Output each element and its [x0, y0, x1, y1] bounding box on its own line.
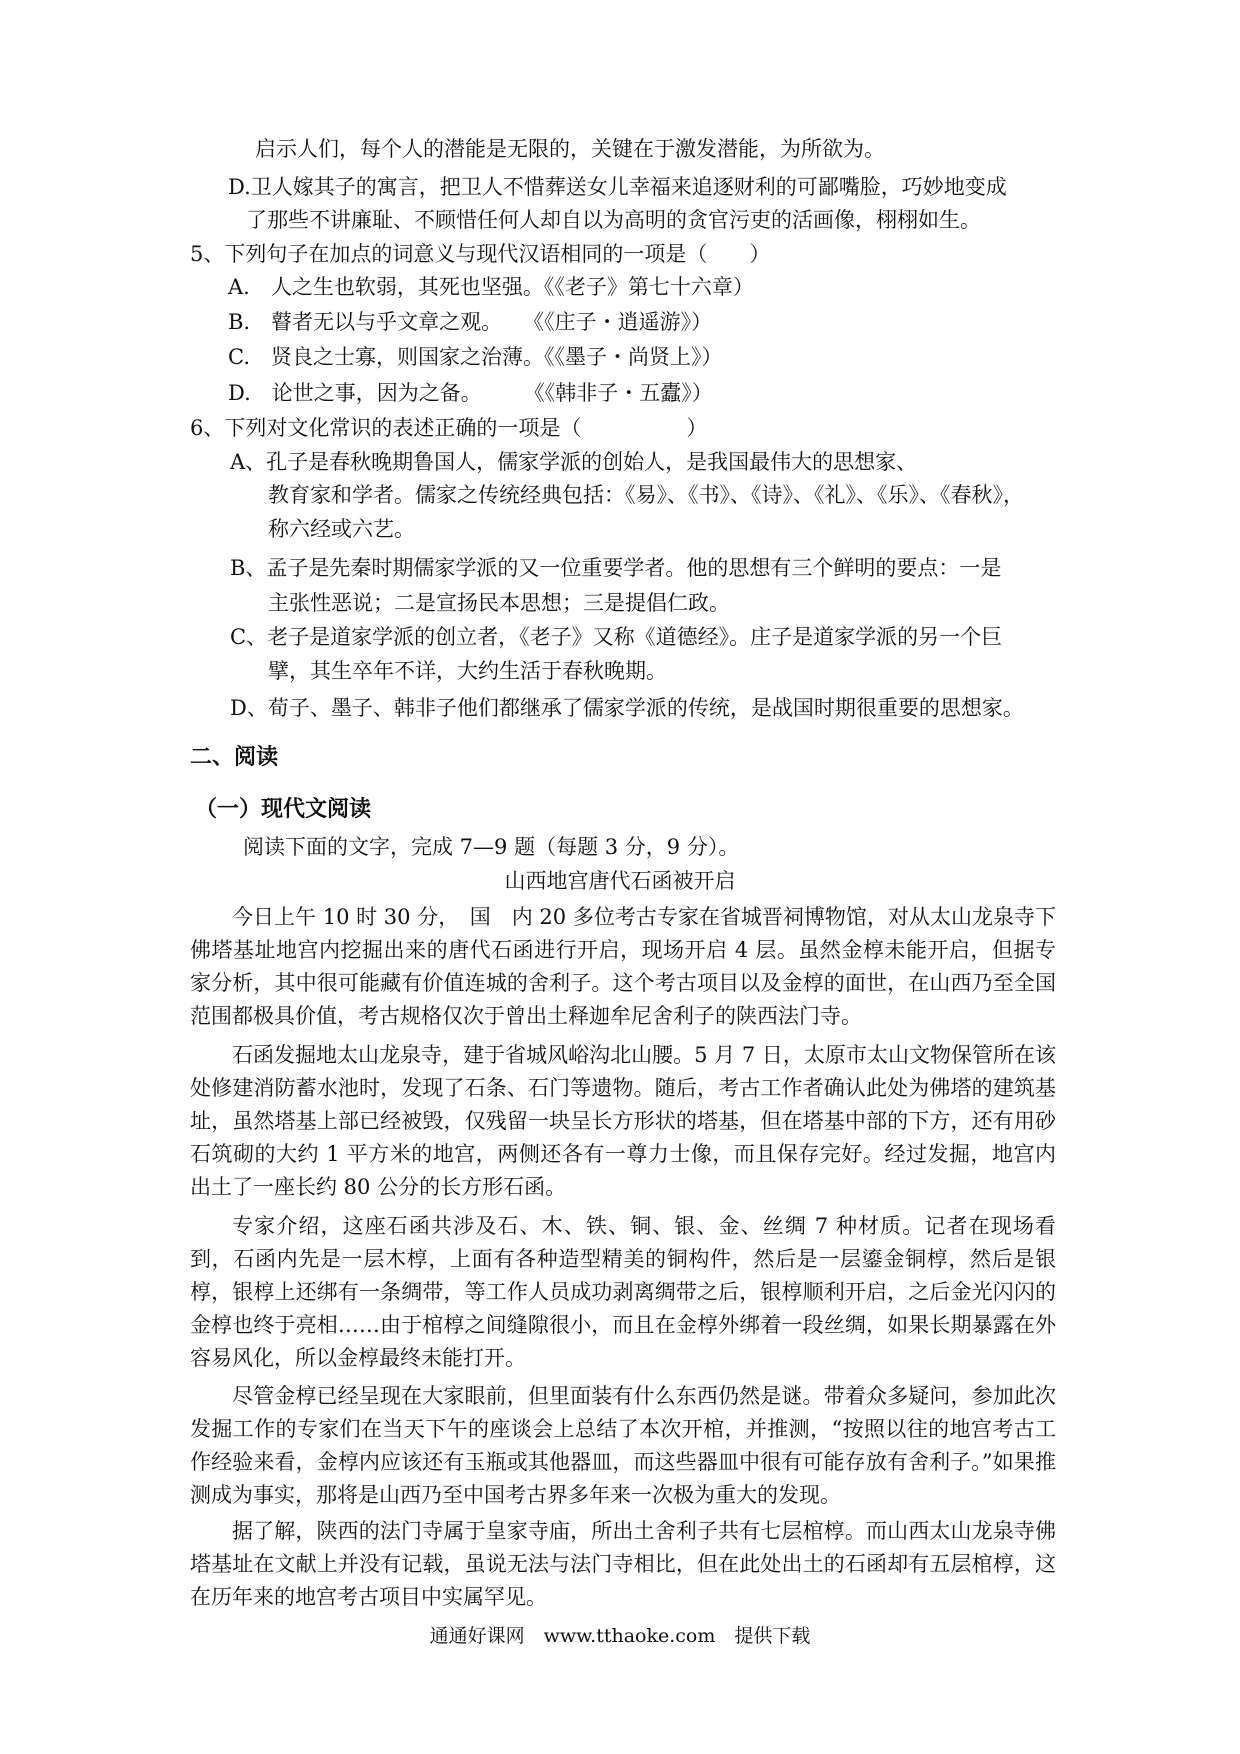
article-paragraph: 今日上午 10 时 30 分， 国 内 20 多位考古专家在省城晋祠博物馆，对从太山龙泉寺下佛塔基址地宫内挖掘出来的唐代石函进行开启，现场开启 4 层。虽然金椁未能开启，但据专家分析，其中很可能藏有价值连城的舍利子。这个考古项目以及金椁的面世，在山西乃至全国范围都极具价值，考古规格仅次于曾出土释迦牟尼舍利子的陕西法门寺。 [190, 905, 1056, 1028]
article-title: 山西地宫唐代石函被开启 [504, 869, 736, 893]
q6-option-b-line1: B、孟子是先秦时期儒家学派的又一位重要学者。他的思想有三个鲜明的要点：一是 [230, 556, 1002, 580]
article-paragraph: 石函发掘地太山龙泉寺，建于省城风峪沟北山腰。5 月 7 日，太原市太山文物保管所在该处修建消防蓄水池时，发现了石条、石门等遗物。随后，考古工作者确认此处为佛塔的建筑基址，虽然塔基上部已经被毁，仅残留一块呈长方形状的塔基，但在塔基中部的下方，还有用砂石筑砌的大约 1 平方米的地宫，两侧还各有一尊力士像，而且保存完好。经过发掘，地宫内出土了一座长约 80 公分的长方形石函。 [190, 1043, 1056, 1199]
q4-option-d-line2: 了那些不讲廉耻、不顾惜任何人却自以为高明的贪官污吏的活画像，栩栩如生。 [246, 208, 981, 232]
section-heading: 二、阅读 [190, 745, 279, 770]
reading-instruction: 阅读下面的文字，完成 7—9 题（每题 3 分，9 分）。 [243, 835, 740, 859]
q6-option-a-line3: 称六经或六艺。 [268, 517, 415, 541]
q6-option-a-line1: A、孔子是春秋晚期鲁国人，儒家学派的创始人，是我国最伟大的思想家、 [230, 450, 918, 474]
q6-option-c-line2: 擘，其生卒年不详，大约生活于春秋晚期。 [268, 659, 667, 683]
q5-stem: 5、下列句子在加点的词意义与现代汉语相同的一项是（ ） [190, 242, 771, 266]
sub-section-heading: （一）现代文阅读 [195, 797, 372, 822]
page-footer: 通通好课网 www.tthaoke.com 提供下载 [429, 1625, 811, 1647]
q6-option-b-line2: 主张性恶说；二是宣扬民本思想；三是提倡仁政。 [268, 591, 730, 615]
q5-option-b: B. 瞽者无以与乎文章之观。 《《庄子・逍遥游》） [228, 310, 713, 334]
q4-option-c-end: 启示人们，每个人的潜能是无限的，关键在于激发潜能，为所欲为。 [255, 137, 885, 161]
q6-option-a-line2: 教育家和学者。儒家之传统经典包括：《易》、《书》、《诗》、《礼》、《乐》、《春秋》， [268, 483, 1024, 507]
article-paragraph: 据了解，陕西的法门寺属于皇家寺庙，所出土舍利子共有七层棺椁。而山西太山龙泉寺佛塔基址在文献上并没有记载，虽说无法与法门寺相比，但在此处出土的石函却有五层棺椁，这在历年来的地宫考古项目中实属罕见。 [190, 1519, 1056, 1609]
q6-option-d-line1: D、荀子、墨子、韩非子他们都继承了儒家学派的传统，是战国时期很重要的思想家。 [230, 696, 1024, 720]
q5-option-d: D. 论世之事，因为之备。 《《韩非子・五蠹》） [228, 381, 713, 405]
q6-stem: 6、下列对文化常识的表述正确的一项是（ ） [190, 416, 708, 440]
q6-option-c-line1: C、老子是道家学派的创立者，《老子》又称《道德经》。庄子是道家学派的另一个巨 [230, 625, 1003, 649]
article-paragraph: 专家介绍，这座石函共涉及石、木、铁、铜、银、金、丝绸 7 种材质。记者在现场看到，石函内先是一层木椁，上面有各种造型精美的铜构件，然后是一层鎏金铜椁，然后是银椁，银椁上还绑有一条绸带，等工作人员成功剥离绸带之后，银椁顺利开启，之后金光闪闪的金椁也终于亮相……由于棺椁之间缝隙很小，而且在金椁外绑着一段丝绸，如果长期暴露在外容易风化，所以金椁最终未能打开。 [190, 1214, 1056, 1370]
article-paragraph: 尽管金椁已经呈现在大家眼前，但里面装有什么东西仍然是谜。带着众多疑问，参加此次发掘工作的专家们在当天下午的座谈会上总结了本次开棺，并推测，“按照以往的地宫考古工作经验来看，金椁内应该还有玉瓶或其他器皿，而这些器皿中很有可能存放有舍利子。”如果推测成为事实，那将是山西乃至中国考古界多年来一次极为重大的发现。 [190, 1384, 1056, 1507]
q4-option-d-line1: D.卫人嫁其子的寓言，把卫人不惜葬送女儿幸福来追逐财利的可鄙嘴脸，巧妙地变成 [228, 175, 1007, 199]
q5-option-c: C. 贤良之士寡，则国家之治薄。《《墨子・尚贤上》） [228, 345, 723, 369]
q5-option-a: A. 人之生也软弱，其死也坚强。《《老子》第七十六章） [228, 275, 754, 299]
